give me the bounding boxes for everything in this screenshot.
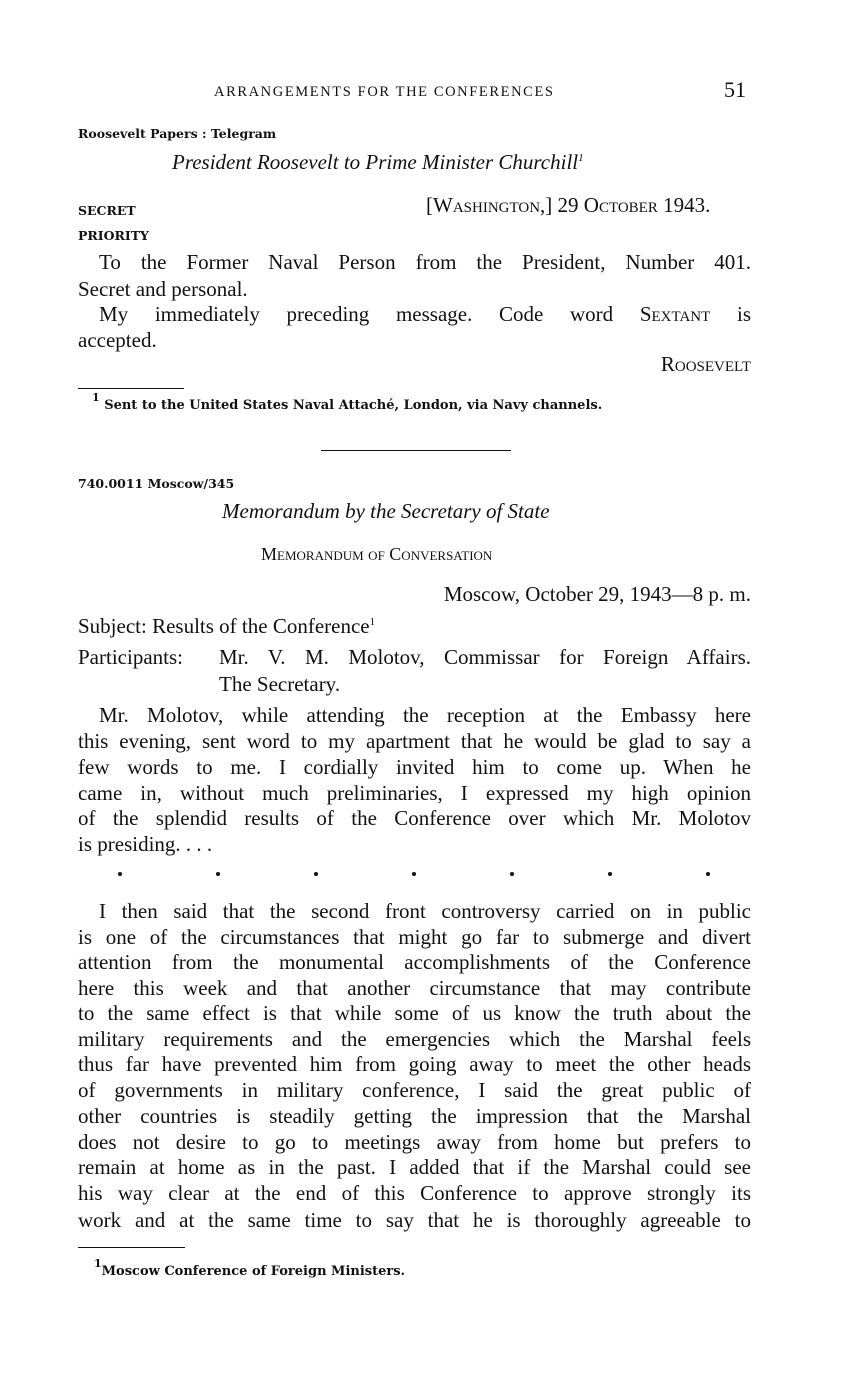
omission-dot — [314, 872, 318, 876]
para2-text: My immediately preceding message. Code word — [99, 302, 614, 326]
memo-para1-line: came in, without much preliminaries, I expressed my high opinion — [78, 781, 751, 805]
subject-line — [78, 614, 375, 639]
memo-para2-line: his way clear at the end of this Conference to approve strongly its — [78, 1181, 751, 1205]
section-divider — [321, 450, 511, 451]
para1-line2: Secret and personal. — [78, 277, 248, 301]
omission-dot — [608, 872, 612, 876]
memo-para2-line: to the same effect is that while some of us know the truth about the — [78, 1001, 751, 1025]
priority: PRIORITY — [78, 228, 149, 243]
memo-para2-line: work and at the same time to say that he is thoroughly agreeable to — [78, 1208, 751, 1232]
footnote-2 — [94, 1257, 406, 1279]
footnote-mark-2: 1 — [94, 1257, 102, 1270]
memo-para2-line: other countries is steadily getting the impression that the Marshal — [78, 1104, 751, 1128]
participants-label: Participants: — [78, 645, 183, 669]
memo-para2-line: remain at home as in the past. I added that if the Marshal could see — [78, 1155, 751, 1179]
memo-para2-line: I then said that the second front controversy carried on in public — [99, 899, 751, 923]
signature: Roosevelt — [660, 352, 751, 376]
para1-line1: To the Former Naval Person from the President, Number 401. — [99, 250, 751, 274]
telegram-title — [172, 150, 584, 175]
omission-dot — [706, 872, 710, 876]
omission-dot — [510, 872, 514, 876]
para2-line1 — [99, 302, 751, 327]
subject-footnote-ref: 1 — [369, 616, 376, 628]
omission-dot — [412, 872, 416, 876]
memo-para2-line: does not desire to go to meetings away from home but prefers to — [78, 1130, 751, 1154]
footnote-text-2: Moscow Conference of Foreign Ministers. — [101, 1264, 406, 1279]
running-title: ARRANGEMENTS FOR THE CONFERENCES — [214, 84, 555, 100]
footnote-text: Sent to the United States Naval Attaché, London, via Navy channels. — [104, 398, 603, 413]
memo-para2-line: military requirements and the emergencies which the Marshal feels — [78, 1027, 751, 1051]
memo-para2-line: attention from the monumental accomplishments of the Conference — [78, 950, 751, 974]
page-number: 51 — [724, 77, 746, 102]
memo-para1-line: Mr. Molotov, while attending the reception at the Embassy here — [99, 703, 751, 727]
footnote-mark: 1 — [92, 391, 100, 404]
subject-label: Subject: — [78, 614, 147, 638]
participant-1: Mr. V. M. Molotov, Commissar for Foreign Affairs. — [219, 645, 751, 669]
footnote-rule-2 — [78, 1247, 185, 1248]
subject-text: Results of the Conference — [152, 614, 370, 638]
omission-dot — [118, 872, 122, 876]
footnote-rule — [78, 388, 184, 389]
para2-text-end: is — [736, 302, 751, 326]
omission-dots — [118, 872, 718, 882]
telegram-title-text: President Roosevelt to Prime Minister Churchill — [172, 150, 579, 174]
footnote — [92, 391, 603, 413]
memorandum-subtitle: Memorandum of Conversation — [261, 544, 493, 564]
code-word: Sextant — [639, 302, 711, 326]
memo-place-date: Moscow, October 29, 1943—8 p. m. — [443, 582, 751, 606]
omission-dot — [216, 872, 220, 876]
file-number: 740.0011 Moscow/345 — [78, 476, 235, 491]
memo-para1-line: is presiding. . . . — [78, 832, 213, 856]
memo-para2-line: of governments in military conference, I said the great public of — [78, 1078, 751, 1102]
memo-para2-line: is one of the circumstances that might go far to submerge and divert — [78, 925, 751, 949]
memo-para1-line: few words to me. I cordially invited him to come up. When he — [78, 755, 751, 779]
memorandum-title: Memorandum by the Secretary of State — [222, 499, 550, 523]
place-date: [Washington,] 29 October 1943. — [426, 193, 711, 217]
source-line: Roosevelt Papers : Telegram — [78, 126, 277, 141]
title-footnote-ref: 1 — [578, 152, 584, 164]
classification: SECRET — [78, 203, 136, 218]
para2-line2: accepted. — [78, 328, 157, 352]
memo-para2-line: here this week and that another circumstance that may contribute — [78, 976, 751, 1000]
memo-para1-line: this evening, sent word to my apartment that he would be glad to say a — [78, 729, 751, 753]
participant-2: The Secretary. — [219, 672, 341, 696]
memo-para1-line: of the splendid results of the Conference over which Mr. Molotov — [78, 806, 751, 830]
memo-para2-line: thus far have prevented him from going away to meet the other heads — [78, 1052, 751, 1076]
